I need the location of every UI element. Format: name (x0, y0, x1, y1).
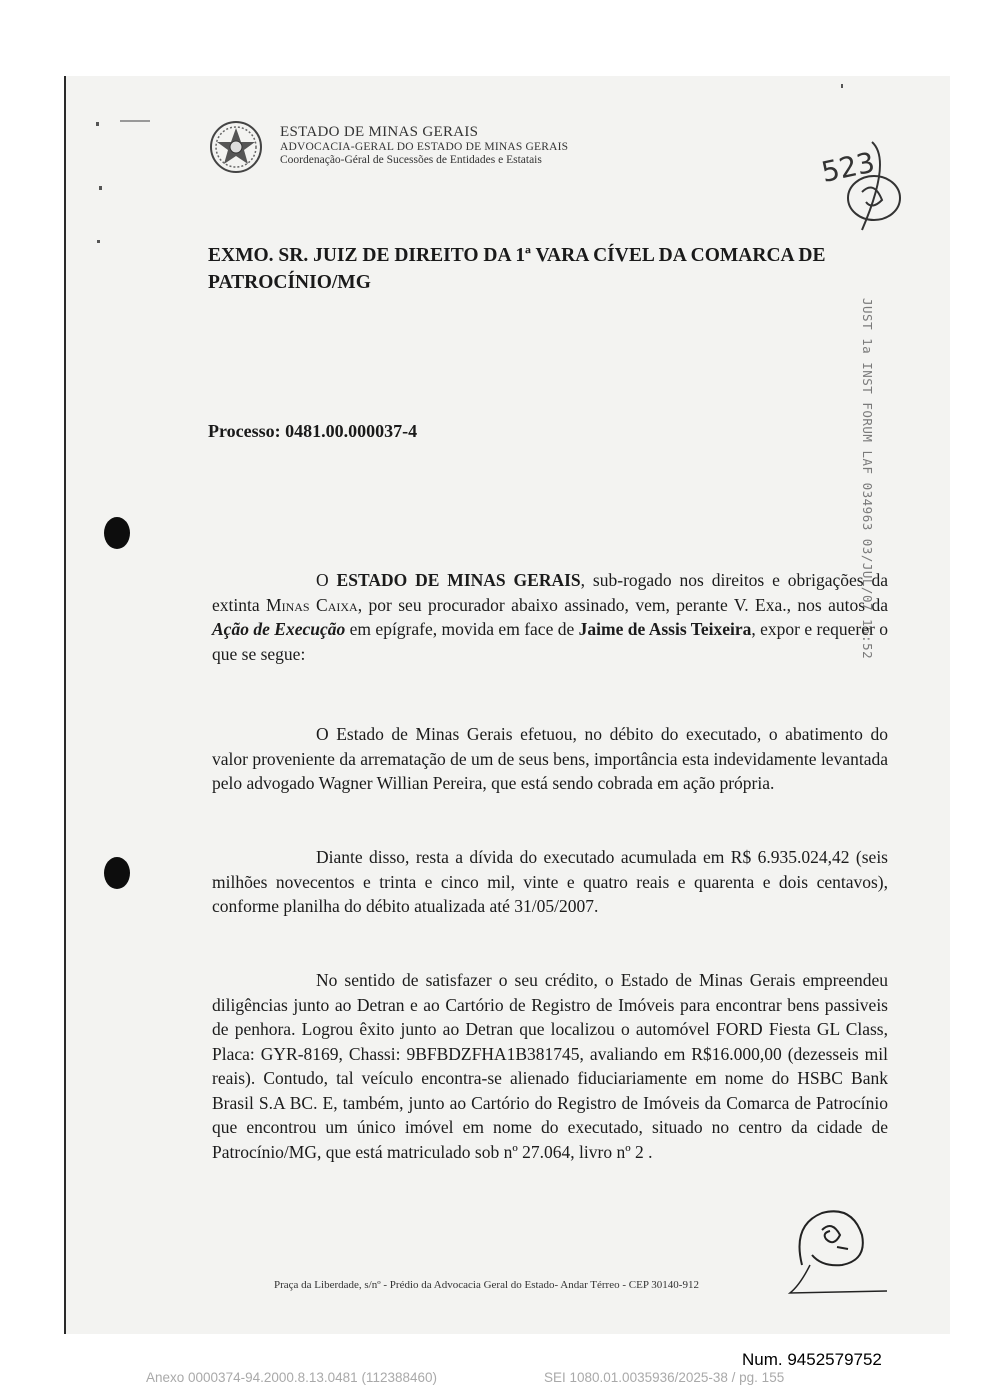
addressee-heading: EXMO. SR. JUIZ DE DIREITO DA 1ª VARA CÍVEL DA COMARCA DE PATROCÍNIO/MG (208, 245, 826, 293)
paragraph-3: Diante disso, resta a dívida do executado acumulada em R$ 6.935.024,42 (seis milhões novecentos e trinta e cinco mil, vinte e quatro reais e quarenta e dois centavos), conforme planilha do débito atualizada até 31/05/2007. (212, 847, 888, 916)
scan-edge-mark (99, 186, 102, 190)
paragraph-1: O ESTADO DE MINAS GERAIS, sub-rogado nos direitos e obrigações da extinta Minas Caixa, por seu procurador abaixo assinado, vem, perante V. Exa., nos autos da Ação de Execução em epígrafe, movida em face de Jaime de Assis Teixeira, expor e requerer o que se segue: (212, 570, 889, 664)
footer-address: Praça da Liberdade, s/nº - Prédio da Advocacia Geral do Estado- Andar Térreo - CEP 30140-912 (274, 1279, 699, 1291)
party-name: ESTADO DE MINAS GERAIS (336, 570, 581, 590)
punch-hole-top (104, 517, 130, 549)
letterhead-agency: ADVOCACIA-GERAL DO ESTADO DE MINAS GERAIS (280, 141, 569, 154)
scan-edge-mark (96, 122, 99, 126)
stamp-text: JUST 1a INST FORUM LAF 034963 03/JUL/07 16:52 (860, 298, 875, 660)
letterhead (208, 118, 688, 182)
document-number: Num. 9452579752 (742, 1350, 882, 1369)
scan-edge-mark (120, 120, 150, 122)
page-number-text: 523 (818, 145, 878, 189)
punch-hole-bottom (104, 857, 130, 889)
scan-edge-mark (841, 84, 843, 88)
letterhead-department: Coordenação-Géral de Sucessões de Entidades e Estatais (280, 154, 542, 167)
action-name: Ação de Execução (212, 619, 346, 639)
process-number: Processo: 0481.00.000037-4 (208, 421, 418, 441)
scan-edge-mark (97, 240, 100, 243)
paragraph-4: No sentido de satisfazer o seu crédito, o Estado de Minas Gerais empreendeu diligências junto ao Detran e ao Cartório de Registro de Imóveis para encontrar bens passiveis de penhora. Logrou êxito junto ao Detran que localizou o automóvel FORD Fiesta GL Class, Placa: GYR-8169, Chassi: 9BFBDZFHA1B381745, avaliando em R$16.000,00 (dezesseis mil reais). Contudo, tal veículo encontra-se alienado fiduciariamente em nome do HSBC Bank Brasil S.A BC. E, também, junto ao Cartório do Registro de Imóveis da Comarca de Patrocínio que encontrou um único imóvel em nome do executado, situado no centro da cidade de Patrocínio/MG, que está matriculado sob nº 27.064, livro nº 2 . (212, 970, 888, 1162)
annex-reference: Anexo 0000374-94.2000.8.13.0481 (112388460) (146, 1370, 438, 1385)
sei-reference: SEI 1080.01.0035936/2025-38 / pg. 155 (544, 1370, 785, 1385)
defendant-name: Jaime de Assis Teixeira (578, 619, 752, 639)
handwritten-page-number (812, 140, 912, 245)
letterhead-state: ESTADO DE MINAS GERAIS (280, 124, 479, 140)
initials-signature (782, 1205, 892, 1305)
paragraph-2: O Estado de Minas Gerais efetuou, no débito do executado, o abatimento do valor proveniente da arrematação de um de seus bens, importância esta indevidamente levantada pelo advogado Wagner Willian Pereira, que está sendo cobrada em ação própria. (212, 724, 888, 793)
coat-of-arms-icon (208, 118, 264, 176)
